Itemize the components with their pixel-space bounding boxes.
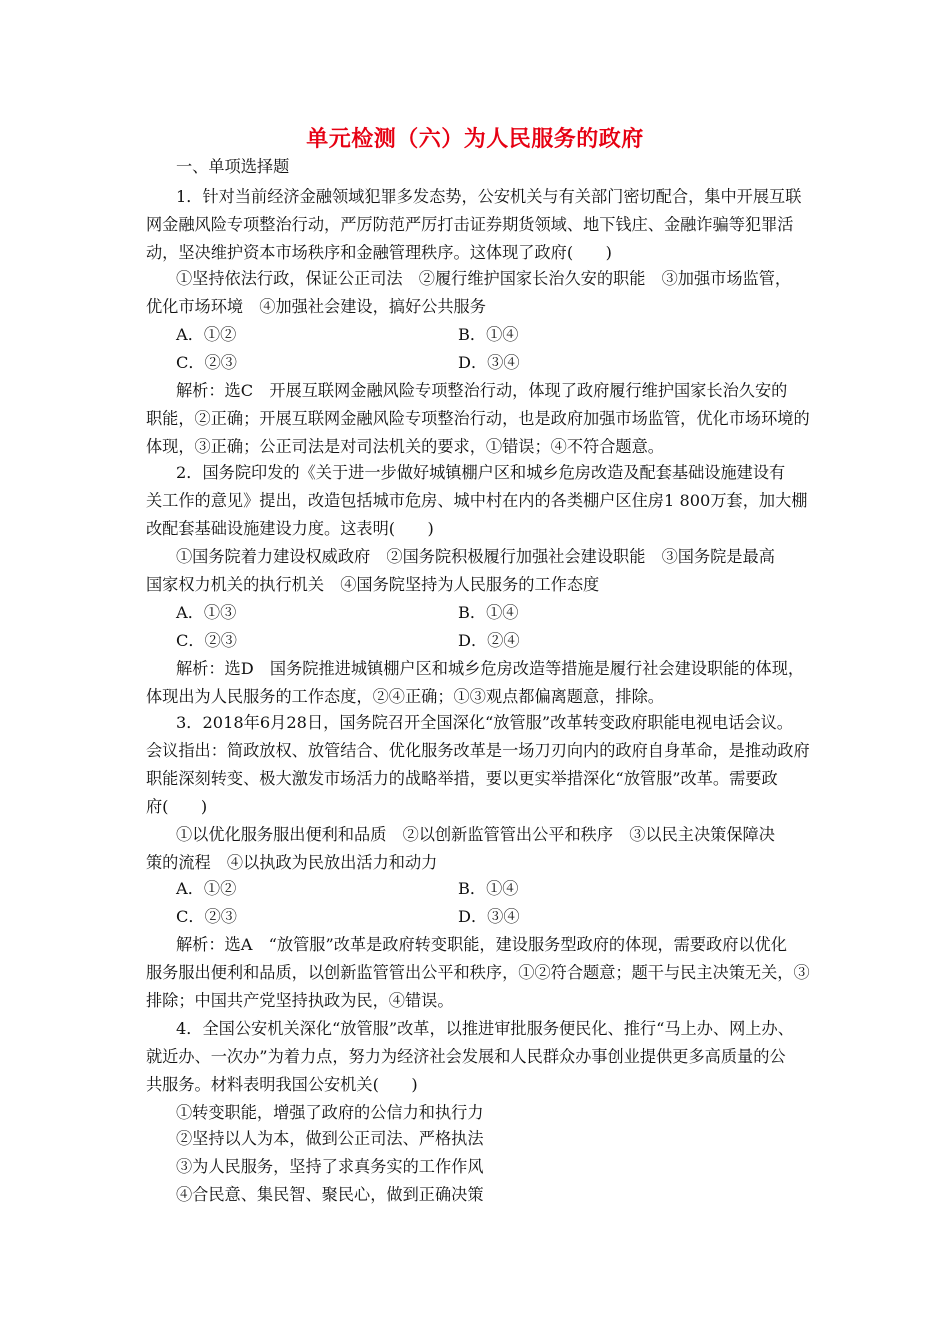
q3-analysis: 排除；中国共产党坚持执政为民，④错误。: [146, 991, 454, 1010]
q3-stem-line: 府( ): [146, 797, 208, 816]
page-title: 单元检测（六）为人民服务的政府: [306, 127, 644, 152]
q1-statements: 优化市场环境 ④加强社会建设，搞好公共服务: [146, 297, 486, 316]
q2-option-c: C．②③: [176, 631, 237, 650]
q1-analysis: 解析：选C 开展互联网金融风险专项整治行动，体现了政府履行维护国家长治久安的: [176, 381, 788, 400]
q3-option-c: C．②③: [176, 907, 237, 926]
q2-stem-line: 改配套基础设施建设力度。这表明( ): [146, 519, 434, 538]
q4-statement: ④合民意、集民智、聚民心，做到正确决策: [176, 1185, 484, 1204]
q2-statements: 国家权力机关的执行机关 ④国务院坚持为人民服务的工作态度: [146, 575, 600, 594]
q1-option-d: D．③④: [458, 353, 520, 372]
q3-option-d: D．③④: [458, 907, 520, 926]
q2-option-b: B．①④: [458, 603, 519, 622]
q2-analysis: 解析：选D 国务院推进城镇棚户区和城乡危房改造等措施是履行社会建设职能的体现，: [176, 659, 805, 678]
q2-stem-line: 关工作的意见》提出，改造包括城市危房、城中村在内的各类棚户区住房1 800万套，加大棚: [146, 491, 808, 510]
q3-analysis: 服务服出便利和品质，以创新监管管出公平和秩序，①②符合题意；题干与民主决策无关，③: [146, 963, 810, 982]
q4-stem-line: 就近办、一次办”为着力点，努力为经济社会发展和人民群众办事创业提供更多高质量的公: [146, 1047, 786, 1066]
q1-stem-line: 1．针对当前经济金融领域犯罪多发态势，公安机关与有关部门密切配合，集中开展互联: [176, 187, 802, 206]
q2-option-a: A．①③: [176, 603, 237, 622]
section-heading: 一、单项选择题: [176, 157, 290, 176]
q4-statement: ②坚持以人为本，做到公正司法、严格执法: [176, 1129, 484, 1148]
q1-option-b: B．①④: [458, 325, 519, 344]
q1-stem-line: 网金融风险专项整治行动，严厉防范严厉打击证券期货领域、地下钱庄、金融诈骗等犯罪活: [146, 215, 794, 234]
q3-stem-line: 会议指出：简政放权、放管结合、优化服务改革是一场刀刃向内的政府自身革命，是推动政府: [146, 741, 810, 760]
q4-stem-line: 4．全国公安机关深化“放管服”改革，以推进审批服务便民化、推行“马上办、网上办、: [176, 1019, 794, 1038]
q2-stem-line: 2．国务院印发的《关于进一步做好城镇棚户区和城乡危房改造及配套基础设施建设有: [176, 463, 786, 482]
q3-stem-line: 职能深刻转变、极大激发市场活力的战略举措，要以更实举措深化“放管服”改革。需要政: [146, 769, 778, 788]
q4-stem-line: 共服务。材料表明我国公安机关( ): [146, 1075, 418, 1094]
q1-stem-line: 动，坚决维护资本市场秩序和金融管理秩序。这体现了政府( ): [146, 243, 612, 262]
q1-analysis: 职能，②正确；开展互联网金融风险专项整治行动，也是政府加强市场监管，优化市场环境的: [146, 409, 810, 428]
q3-statements: ①以优化服务服出便利和品质 ②以创新监管管出公平和秩序 ③以民主决策保障决: [176, 825, 775, 844]
q3-statements: 策的流程 ④以执政为民放出活力和动力: [146, 853, 438, 872]
q1-statements: ①坚持依法行政，保证公正司法 ②履行维护国家长治久安的职能 ③加强市场监管，: [176, 269, 792, 288]
q4-statement: ③为人民服务，坚持了求真务实的工作作风: [176, 1157, 484, 1176]
q2-statements: ①国务院着力建设权威政府 ②国务院积极履行加强社会建设职能 ③国务院是最高: [176, 547, 775, 566]
q3-option-b: B．①④: [458, 879, 519, 898]
q3-stem-line: 3．2018年6月28日，国务院召开全国深化“放管服”改革转变政府职能电视电话会议。: [176, 713, 793, 732]
q2-analysis: 体现出为人民服务的工作态度，②④正确；①③观点都偏离题意，排除。: [146, 687, 664, 706]
q2-option-d: D．②④: [458, 631, 520, 650]
q1-option-c: C．②③: [176, 353, 237, 372]
q4-statement: ①转变职能，增强了政府的公信力和执行力: [176, 1103, 484, 1122]
q1-option-a: A．①②: [176, 325, 237, 344]
q1-analysis: 体现，③正确；公正司法是对司法机关的要求，①错误；④不符合题意。: [146, 437, 664, 456]
q3-option-a: A．①②: [176, 879, 237, 898]
q3-analysis: 解析：选A “放管服”改革是政府转变职能，建设服务型政府的体现，需要政府以优化: [176, 935, 787, 954]
